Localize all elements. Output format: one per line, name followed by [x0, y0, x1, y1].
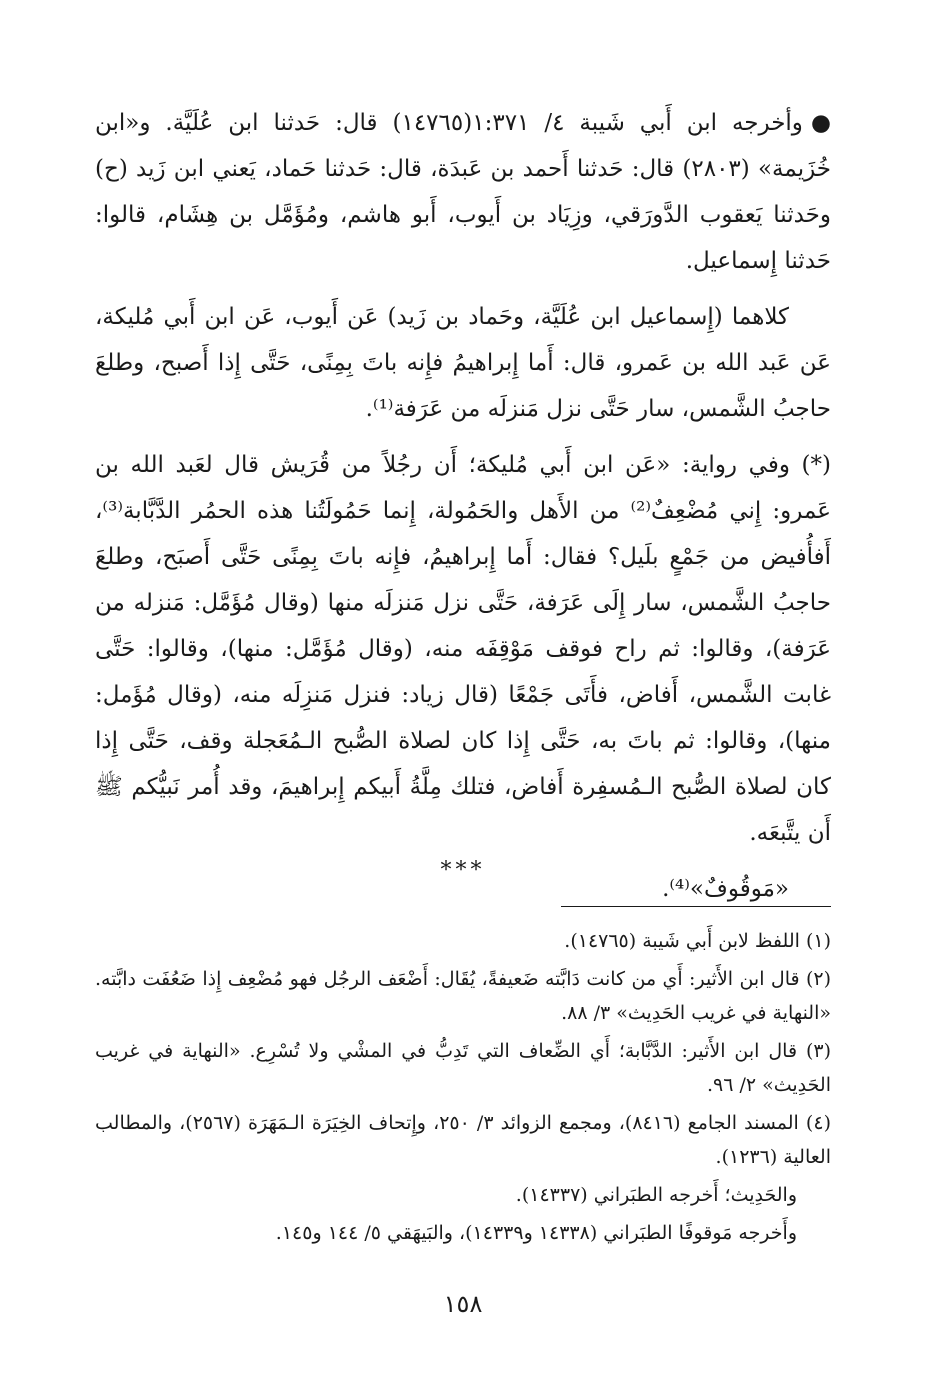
paragraph-chain: كلاهما (إِسماعيل ابن عُلَيَّة، وحَماد بن زَيد) عَن أَيوب، عَن ابن أَبي مُليكة، عَن عَبد الله بن عَمرو، قال: أَما إِبراهيمُ فإِنه باتَ بِمِنًى، حَتَّى إِذا أَصبح، وطلعَ حاجبُ الشَّمس، سار حَتَّى نزل مَنزلَه من عَرَفة⁽¹⁾.	[95, 304, 831, 422]
paragraph-narration: (*) وفي رواية: «عَن ابن أَبي مُليكة؛ أَن رجُلاً من قُرَيش قال لعَبد الله بن عَمرو: إِني مُضْعِفٌ⁽²⁾ من الأَهل والحَمُولة، إِنما حَمُولَتُنا هذه الحمُر الدَّبَّابة⁽³⁾، أَفأُفيض من جَمْعٍ بلَيل؟ فقال: أَما إِبراهيمُ، فإِنه باتَ بِمِنًى حَتَّى أَصبَح، وطلعَ حاجبُ الشَّمس، سار إِلَى عَرَفة، حَتَّى نزل مَنزلَه منها (وقال مُؤَمَّل: مَنزله من عَرَفة)، وقالوا: ثم راح فوقف مَوْقِفَه منه، (وقال مُؤَمَّل: منها)، وقالوا: حَتَّى غابت الشَّمس، أَفاض، فأَتَى جَمْعًا (قال زياد: فنزل مَنزِلَه منه، (وقال مُؤَمل: منها)، وقالوا: ثم باتَ به، حَتَّى إِذا كان لصلاة الصُّبح الـمُعَجلة وقف، حَتَّى إِذا كان لصلاة الصُّبح الـمُسفِرة أَفاض، فتلك مِلَّةُ أَبيكم إِبراهيمَ، وقد أُمر نَبيُّكم ﷺ أَن يتَّبعَه.	[95, 452, 831, 846]
footnote-4-continuation-1: والحَدِيث؛ أَخرجه الطبَراني (١٤٣٣٧).	[515, 1184, 797, 1206]
main-text	[95, 100, 831, 922]
page-number: ١٥٨	[443, 1290, 483, 1318]
footnotes	[95, 924, 831, 1254]
section-separator: ***	[440, 858, 486, 883]
footnote-4: (٤) المسند الجامع (٨٤١٦)، ومجمع الزوائد ٣/ ٢٥٠، وإِتحاف الخِيَرَة الـمَهَرَة (٢٥٦٧)، والمطالب العالية (١٢٣٦).	[95, 1112, 831, 1168]
footnote-3: (٣) قال ابن الأَثير: الدَّبَّابة؛ أَي الضِّعاف التي تَدِبُّ في المشْي ولا تُسْرِع. «النهاية في غريب الحَدِيث» ٢/ ٩٦.	[95, 1040, 832, 1096]
bullet-icon: ●	[810, 110, 831, 136]
footnote-divider	[561, 906, 831, 907]
footnote-1: (١) اللفظ لابن أَبي شَيبة (١٤٧٦٥).	[564, 930, 831, 952]
footnote-2: (٢) قال ابن الأَثير: أَي من كانت دَابَّته ضَعيفةً، يُقَال: أَضْعَف الرجُل فهو مُضْعِف إِذا ضَعُفَت دابَّته. «النهاية في غريب الحَدِيث» ٣/ ٨٨.	[95, 968, 831, 1024]
paragraph-1-text: وأخرجه ابن أَبي شَيبة ٤/ ١:٣٧١(١٤٧٦٥) قال: حَدثنا ابن عُلَيَّة. و«ابن خُزَيمة» (٢٨٠٣) قال: حَدثنا أَحمد بن عَبدَة، قال: حَدثنا حَماد، يَعني ابن زَيد (ح) وحَدثنا يَعقوب الدَّورَقي، وزِيَاد بن أَيوب، أَبو هاشم، ومُؤَمَّل بن هِشَام، قالوا: حَدثنا إِسماعيل.	[95, 110, 831, 274]
book-page	[95, 0, 831, 1381]
footnote-4-continuation-2: وأَخرجه مَوقوفًا الطبَراني (١٤٣٣٨ و١٤٣٣٩)، والبَيهَقي ٥/ ١٤٤ و١٤٥.	[275, 1222, 797, 1244]
paragraph-verdict: «مَوقُوفٌ»⁽⁴⁾.	[662, 876, 789, 902]
paragraph-takhrij	[95, 100, 831, 284]
